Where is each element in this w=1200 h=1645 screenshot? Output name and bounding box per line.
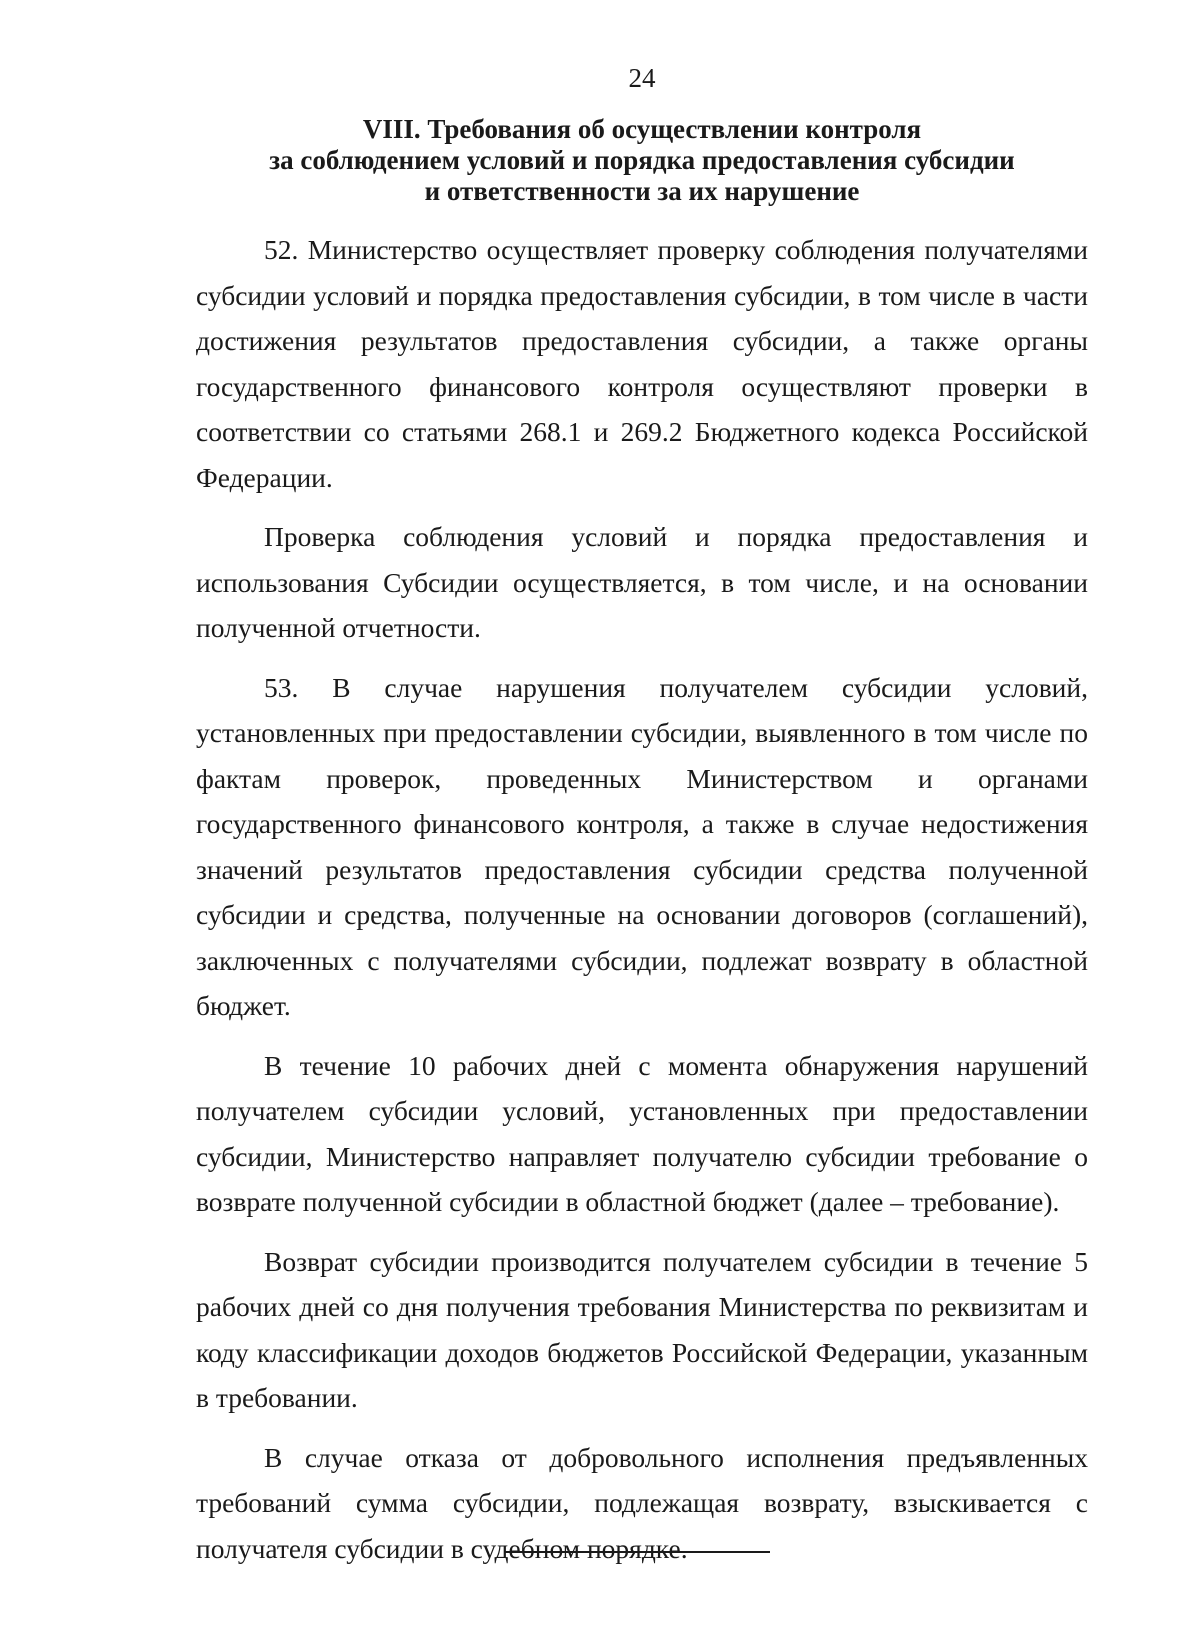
paragraph-53: 53. В случае нарушения получателем субсидии условий, установленных при предоставлении субсидии, выявленного в том числе по фактам проверок, проведенных Министерством и органами государственного финансового контроля, а также в случае недостижения значений результатов предоставления субсидии средства полученной субсидии и средства, полученные на основании договоров (соглашений), заключенных с получателями субсидии, подлежат возврату в областной бюджет. — [196, 671, 1088, 1021]
section-title-line-1: VIII. Требования об осуществлении контроля — [362, 114, 922, 144]
paragraph-53-refund: Возврат субсидии производится получателем субсидии в течение 5 рабочих дней со дня получения требования Министерства по реквизитам и коду классификации доходов бюджетов Российской Федерации, указанным в требовании. — [196, 1245, 1088, 1413]
section-title-line-2: за соблюдением условий и порядка предоставления субсидии — [269, 145, 1015, 175]
page-number: 24 — [628, 63, 656, 93]
paragraph-53-demand: В течение 10 рабочих дней с момента обнаружения нарушений получателем субсидии условий, установленных при предоставлении субсидии, Министерство направляет получателю субсидии требование о возврате полученной субсидии в областной бюджет (далее – требование). — [196, 1049, 1088, 1217]
paragraph-53-court: В случае отказа от добровольного исполнения предъявленных требований сумма субсидии, подлежащая возврату, взыскивается с получателя субсидии в судебном порядке. — [196, 1441, 1088, 1564]
section-title — [196, 114, 1088, 207]
end-divider-line — [505, 1551, 770, 1553]
paragraph-52-inspection: Проверка соблюдения условий и порядка предоставления и использования Субсидии осуществляется, в том числе, и на основании полученной отчетности. — [196, 521, 1088, 643]
paragraph-52: 52. Министерство осуществляет проверку соблюдения получателями субсидии условий и порядка предоставления субсидии, в том числе в части достижения результатов предоставления субсидии, а также органы государственного финансового контроля осуществляют проверки в соответствии со статьями 268.1 и 269.2 Бюджетного кодекса Российской Федерации. — [196, 234, 1088, 493]
document-page — [196, 60, 1088, 1585]
section-title-line-3: и ответственности за их нарушение — [424, 176, 860, 206]
